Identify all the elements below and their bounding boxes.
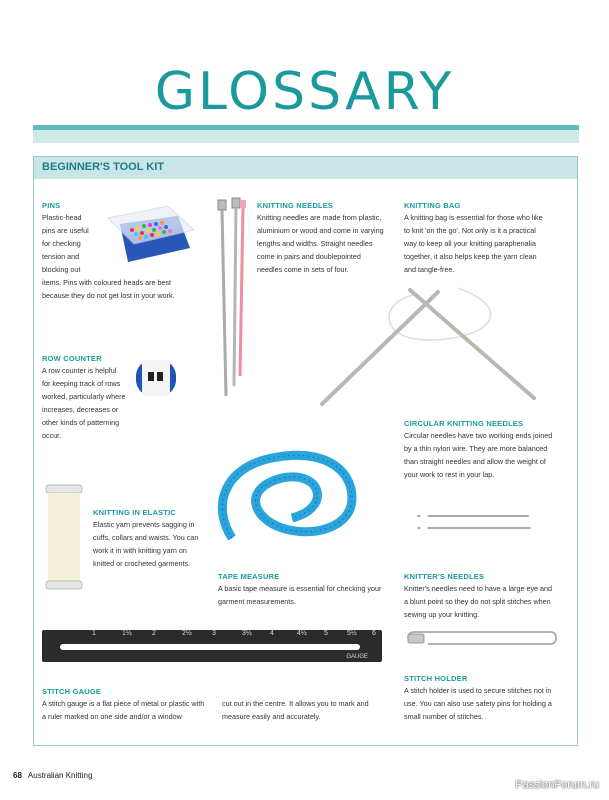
- gauge-mark: 3: [212, 630, 216, 637]
- stitch-gauge-image: [42, 630, 382, 662]
- stitch-gauge-text-continued: cut out in the centre. It allows you to mark and measure easily and accurately.: [222, 699, 369, 721]
- gauge-mark: 2½: [182, 630, 192, 637]
- page-number: 68: [13, 771, 22, 780]
- row-counter-title: ROW COUNTER: [42, 354, 102, 363]
- circular-needles-image: [318, 280, 548, 410]
- magazine-name: Australian Knitting: [27, 771, 93, 780]
- tape-measure-image: [212, 448, 362, 548]
- pins-text: Plastic-head pins are useful for checking tension and blocking out items. Pins with coloured heads are best because they do not get lost in your work.: [42, 213, 175, 300]
- watermark: PassionForum.ru: [515, 779, 599, 791]
- stitch-holder-title: STITCH HOLDER: [404, 674, 468, 683]
- elastic-spool-image: [42, 483, 86, 593]
- gauge-mark: 2: [152, 630, 156, 637]
- knitting-needles-title: KNITTING NEEDLES: [257, 201, 334, 210]
- gauge-mark: 1½: [122, 630, 132, 637]
- circular-needles-title: CIRCULAR KNITTING NEEDLES: [404, 419, 524, 428]
- knitting-elastic-title: KNITTING IN ELASTIC: [93, 508, 176, 517]
- gauge-mark: 1: [92, 630, 96, 637]
- gauge-mark: 5½: [347, 630, 357, 637]
- gauge-mark: 4: [270, 630, 274, 637]
- page-title: GLOSSARY: [154, 62, 455, 122]
- gauge-mark: 5: [324, 630, 328, 637]
- pins-title: PINS: [42, 201, 61, 210]
- knitting-needles-image: [210, 196, 250, 406]
- stitch-gauge-title: STITCH GAUGE: [42, 687, 102, 696]
- gauge-mark: 6: [372, 630, 376, 637]
- gauge-mark: 3½: [242, 630, 252, 637]
- row-counter-image: [130, 356, 182, 400]
- stitch-holder-text: A stitch holder is used to secure stitches not in use. You can also use safety pins for holding a small number of stitches.: [404, 686, 552, 721]
- section-header: [34, 157, 577, 179]
- pin-box-image: [98, 206, 198, 266]
- knitting-elastic-text: Elastic yarn prevents sagging in cuffs, collars and waists. You can work it in with knitting yarn on knitted or crocheted garments.: [93, 520, 199, 568]
- page-footer: [13, 771, 92, 780]
- knitting-bag-title: KNITTING BAG: [404, 201, 461, 210]
- tape-measure-title: TAPE MEASURE: [218, 572, 280, 581]
- section-header-label: BEGINNER'S TOOL KIT: [42, 161, 164, 173]
- title-band: [33, 130, 579, 143]
- stitch-holder-image: [404, 628, 560, 648]
- circular-needles-text: Circular needles have two working ends joined by a thin nylon wire. They are more balanced than straight needles and allow the weight of your work to rest in your lap.: [404, 431, 553, 479]
- row-counter-text: A row counter is helpful for keeping track of rows worked, particularly where increases, decreases or other kinds of patterning occur.: [42, 366, 126, 440]
- gauge-label: GAUGE: [346, 654, 368, 660]
- knitters-needles-text: Knitter's needles need to have a large eye and a blunt point so they do not split stitches when sewing up your knitting.: [404, 584, 553, 619]
- knitters-needles-title: KNITTER'S NEEDLES: [404, 572, 485, 581]
- knitting-bag-text: A knitting bag is essential for those who like to knit 'on the go'. Not only is it a practical way to keep all your knitting paraphenalia together, it also helps keep the yarn clean and tangle-free.: [404, 213, 543, 274]
- gauge-mark: 4½: [297, 630, 307, 637]
- tape-measure-text: A basic tape measure is essential for checking your garment measurements.: [218, 584, 382, 606]
- knitting-needles-text: Knitting needles are made from plastic, aluminium or wood and come in varying lengths and widths. Straight needles come in pairs and doublepointed needles come in sets of four.: [257, 213, 384, 274]
- stitch-gauge-text: A stitch gauge is a flat piece of metal or plastic with a ruler marked on one side and/or a window: [42, 699, 205, 721]
- knitters-needles-image: [414, 508, 534, 536]
